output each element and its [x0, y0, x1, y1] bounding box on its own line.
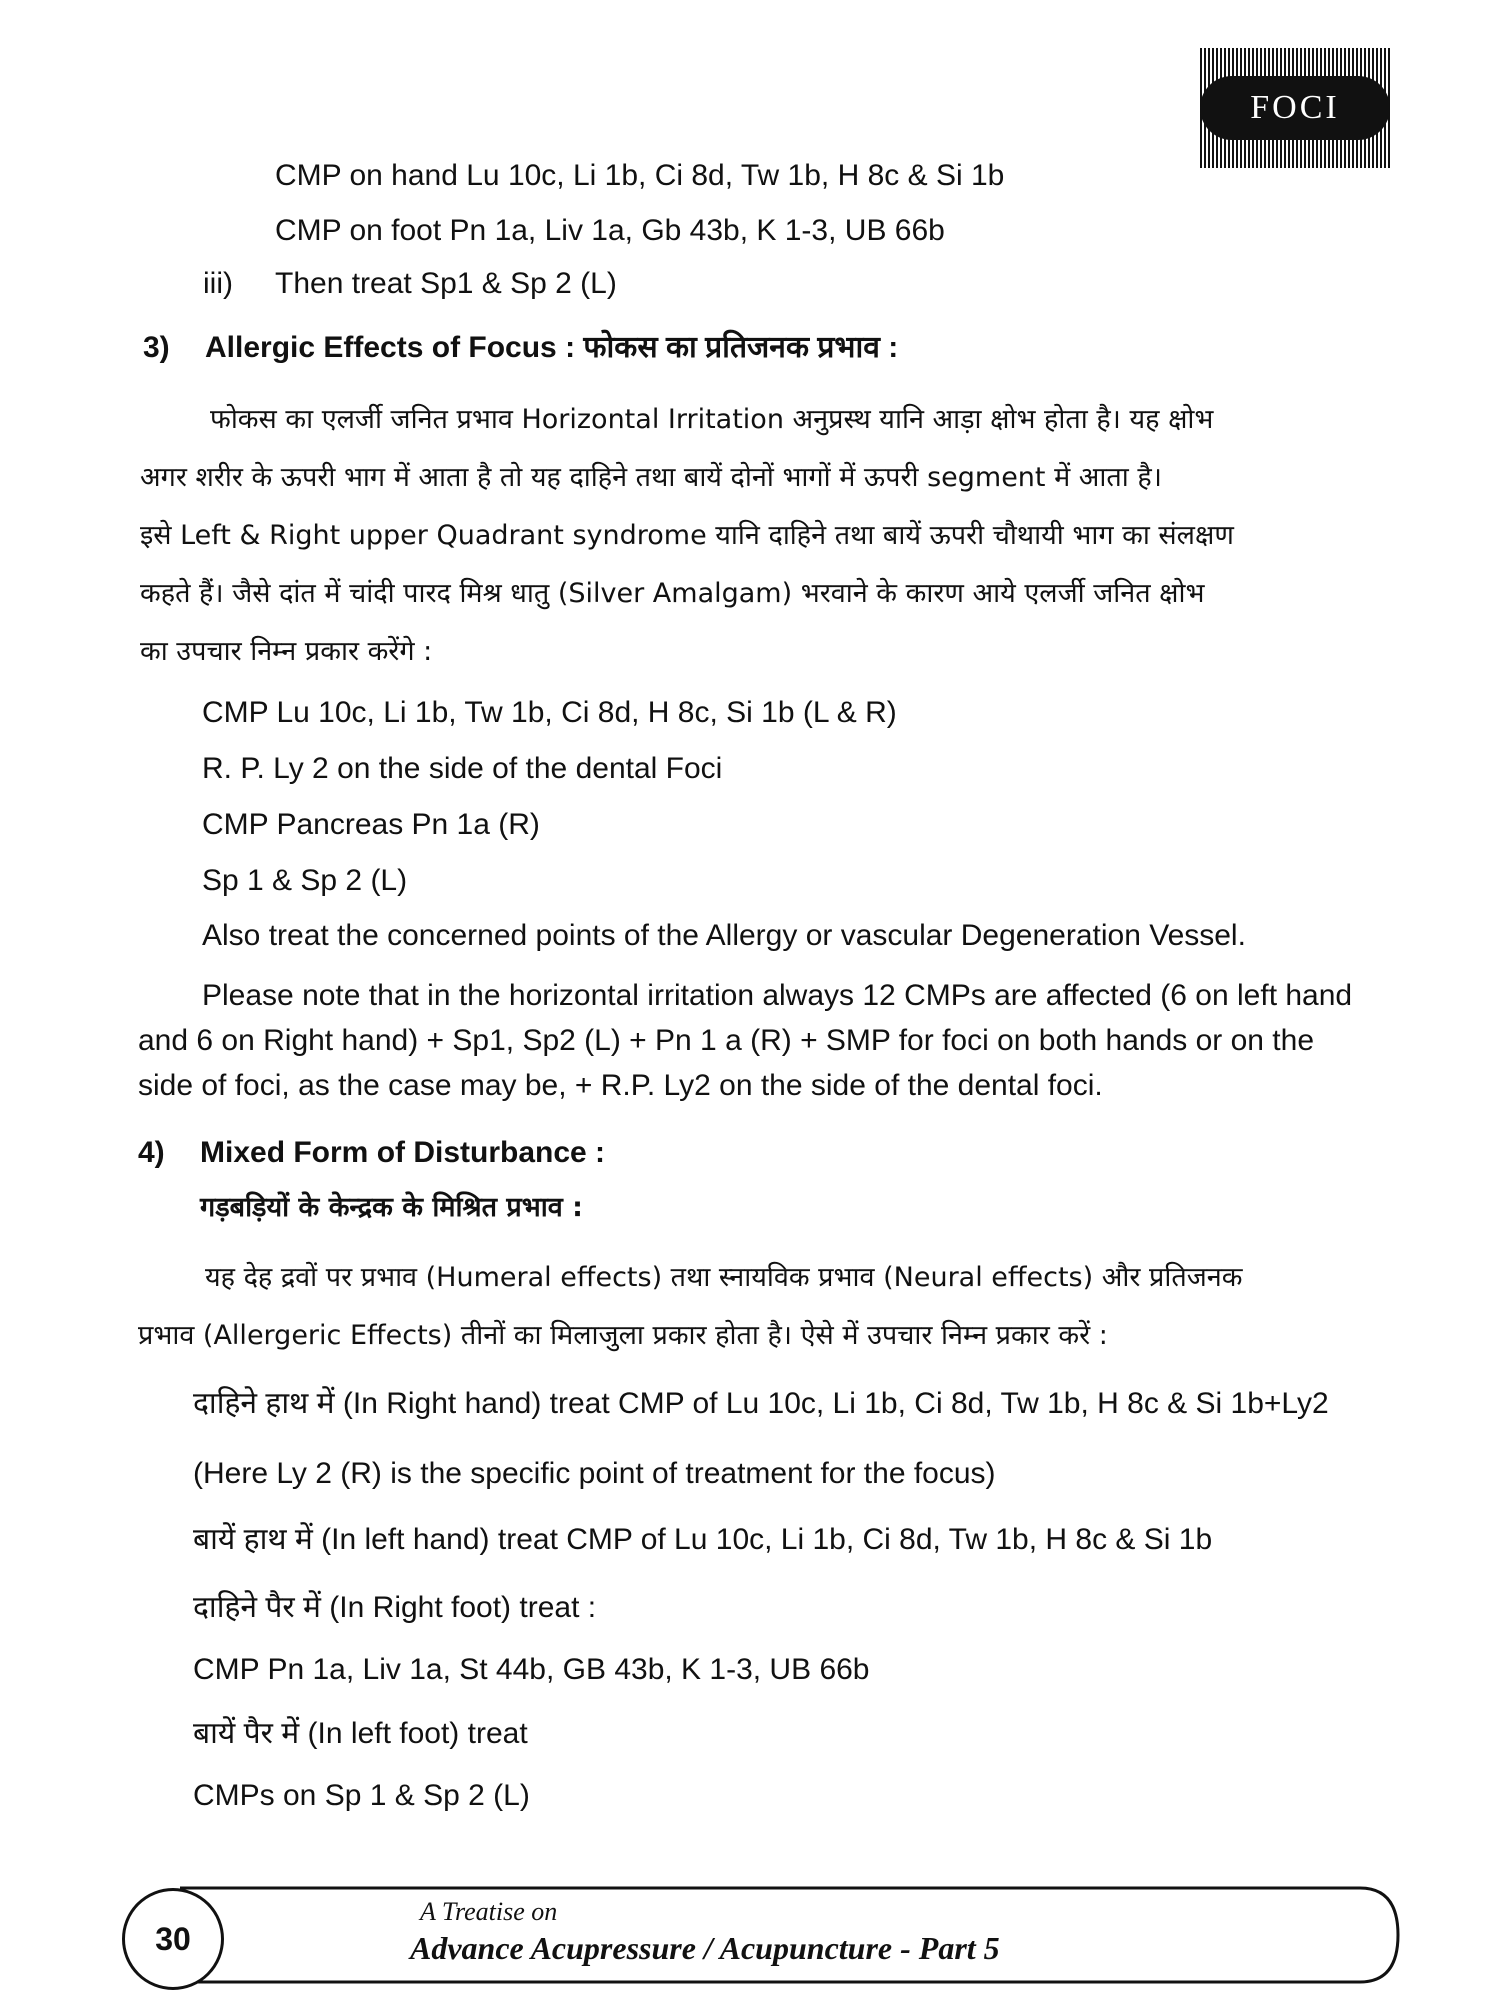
right-foot-cmp-line: CMP Pn 1a, Liv 1a, St 44b, GB 43b, K 1-3, UB 66b — [193, 1653, 870, 1686]
paragraph-1-line-4: कहते हैं। जैसे दांत में चांदी पारद मिश्र धातु (Silver Amalgam) भरवाने के कारण आये एलर्जी जनित क्षोभ — [140, 578, 1205, 609]
section-4-heading: Mixed Form of Disturbance : — [200, 1136, 606, 1169]
paragraph-2-line-1: यह देह द्रवों पर प्रभाव (Humeral effects) तथा स्नायविक प्रभाव (Neural effects) और प्रतिजनक — [205, 1262, 1243, 1293]
treatment-line-3: CMP Pancreas Pn 1a (R) — [202, 808, 540, 841]
page-number: 30 — [122, 1888, 224, 1990]
paragraph-1-line-3: इसे Left & Right upper Quadrant syndrome यानि दाहिने तथा बायें ऊपरी चौथायी भाग का संलक्षण — [140, 520, 1234, 551]
treat-sp-line: Then treat Sp1 & Sp 2 (L) — [275, 267, 617, 300]
paragraph-1-line-1: फोकस का एलर्जी जनित प्रभाव Horizontal Irritation अनुप्रस्थ यानि आड़ा क्षोभ होता है। यह क्षोभ — [210, 404, 1214, 435]
paragraph-2-line-2: प्रभाव (Allergeric Effects) तीनों का मिलाजुला प्रकार होता है। ऐसे में उपचार निम्न प्रकार करें : — [138, 1320, 1108, 1351]
note-line-1: Please note that in the horizontal irritation always 12 CMPs are affected (6 on left hand — [202, 979, 1353, 1012]
left-foot-label: बायें पैर में (In left foot) treat — [193, 1717, 528, 1750]
treatment-line-1: CMP Lu 10c, Li 1b, Tw 1b, Ci 8d, H 8c, Si 1b (L & R) — [202, 696, 897, 729]
right-hand-line: दाहिने हाथ में (In Right hand) treat CMP of Lu 10c, Li 1b, Ci 8d, Tw 1b, H 8c & Si 1b+Ly2 — [193, 1387, 1329, 1420]
section-4-subheading: गड़बड़ियों के केन्द्रक के मिश्रित प्रभाव : — [200, 1192, 583, 1223]
left-hand-line: बायें हाथ में (In left hand) treat CMP of Lu 10c, Li 1b, Ci 8d, Tw 1b, H 8c & Si 1b — [193, 1523, 1213, 1556]
section-3-heading: Allergic Effects of Focus : फोकस का प्रतिजनक प्रभाव : — [205, 331, 899, 364]
section-3-number: 3) — [143, 331, 170, 364]
chapter-badge — [1200, 48, 1390, 168]
treatment-line-4: Sp 1 & Sp 2 (L) — [202, 864, 408, 897]
note-line-3: side of foci, as the case may be, + R.P. Ly2 on the side of the dental foci. — [138, 1069, 1103, 1102]
specific-point-note: (Here Ly 2 (R) is the specific point of treatment for the focus) — [193, 1457, 996, 1490]
list-marker-iii: iii) — [203, 267, 233, 300]
paragraph-1-line-2: अगर शरीर के ऊपरी भाग में आता है तो यह दाहिने तथा बायें दोनों भागों में ऊपरी segment में आता है। — [140, 462, 1162, 493]
left-foot-cmp-line: CMPs on Sp 1 & Sp 2 (L) — [193, 1779, 530, 1812]
cmp-hand-line: CMP on hand Lu 10c, Li 1b, Ci 8d, Tw 1b, H 8c & Si 1b — [275, 159, 1005, 192]
paragraph-1-line-5: का उपचार निम्न प्रकार करेंगे : — [140, 636, 433, 667]
book-subtitle: A Treatise on — [420, 1897, 558, 1926]
note-line-2: and 6 on Right hand) + Sp1, Sp2 (L) + Pn 1 a (R) + SMP for foci on both hands or on the — [138, 1024, 1315, 1057]
treatment-line-5: Also treat the concerned points of the Allergy or vascular Degeneration Vessel. — [202, 919, 1246, 952]
treatment-line-2: R. P. Ly 2 on the side of the dental Foci — [202, 752, 723, 785]
cmp-foot-line: CMP on foot Pn 1a, Liv 1a, Gb 43b, K 1-3, UB 66b — [275, 214, 945, 247]
book-title: Advance Acupressure / Acupuncture - Part 5 — [410, 1930, 1000, 1966]
right-foot-label: दाहिने पैर में (In Right foot) treat : — [193, 1591, 597, 1624]
chapter-badge-label: FOCI — [1200, 76, 1390, 140]
section-4-number: 4) — [138, 1136, 165, 1169]
